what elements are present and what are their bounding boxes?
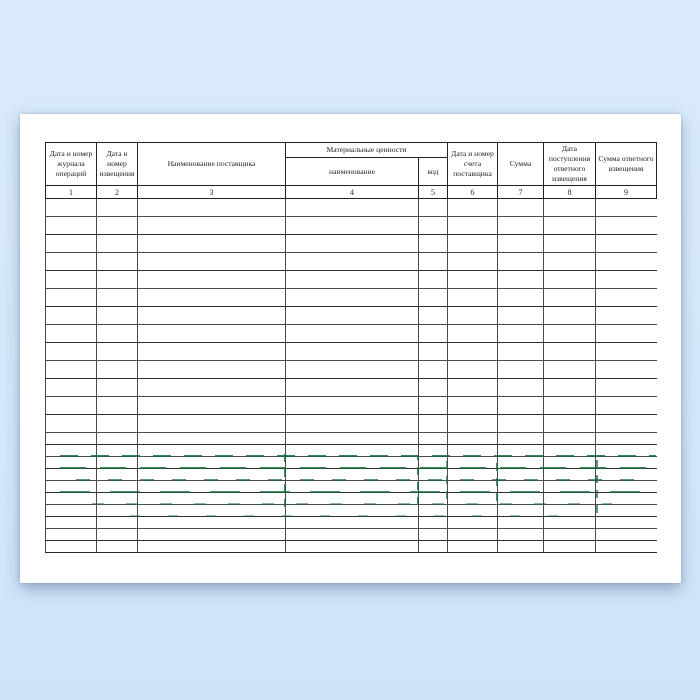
table-cell bbox=[97, 445, 138, 457]
table-cell bbox=[596, 445, 657, 457]
table-cell bbox=[419, 199, 448, 217]
table-cell bbox=[596, 271, 657, 289]
table-cell bbox=[596, 517, 657, 529]
table-cell bbox=[138, 481, 286, 493]
table-row bbox=[46, 397, 657, 415]
table-cell bbox=[97, 517, 138, 529]
column-number: 8 bbox=[544, 186, 596, 199]
table-cell bbox=[138, 505, 286, 517]
table-cell bbox=[544, 397, 596, 415]
table-cell bbox=[97, 217, 138, 235]
column-number: 5 bbox=[419, 186, 448, 199]
table-cell bbox=[286, 217, 419, 235]
table-cell bbox=[448, 415, 498, 433]
table-cell bbox=[46, 529, 97, 541]
table-row bbox=[46, 253, 657, 271]
table-cell bbox=[448, 541, 498, 553]
table-cell bbox=[448, 379, 498, 397]
table-cell bbox=[46, 517, 97, 529]
table-cell bbox=[97, 325, 138, 343]
column-number: 7 bbox=[498, 186, 544, 199]
table-cell bbox=[97, 271, 138, 289]
document-page bbox=[20, 114, 681, 583]
column-number: 6 bbox=[448, 186, 498, 199]
table-cell bbox=[448, 529, 498, 541]
table-cell bbox=[286, 433, 419, 445]
table-cell bbox=[596, 505, 657, 517]
table-cell bbox=[419, 493, 448, 505]
table-cell bbox=[138, 517, 286, 529]
table-cell bbox=[596, 493, 657, 505]
table-cell bbox=[46, 217, 97, 235]
table-cell bbox=[448, 505, 498, 517]
table-cell bbox=[419, 541, 448, 553]
table-cell bbox=[544, 289, 596, 307]
table-cell bbox=[97, 505, 138, 517]
table-cell bbox=[286, 505, 419, 517]
table-cell bbox=[97, 469, 138, 481]
table-row bbox=[46, 235, 657, 253]
col-group-material-values: Материальные ценности bbox=[286, 143, 448, 158]
table-cell bbox=[286, 253, 419, 271]
table-cell bbox=[498, 517, 544, 529]
table-cell bbox=[448, 307, 498, 325]
table-cell bbox=[544, 307, 596, 325]
table-cell bbox=[419, 469, 448, 481]
col-header-journal-date-number: Дата и номер журнала операций bbox=[46, 143, 97, 186]
table-cell bbox=[97, 235, 138, 253]
table-cell bbox=[46, 493, 97, 505]
col-header-supplier-name: Наименование поставщика bbox=[138, 143, 286, 186]
table-cell bbox=[498, 445, 544, 457]
table-header bbox=[46, 143, 657, 199]
table-cell bbox=[138, 217, 286, 235]
table-row bbox=[46, 493, 657, 505]
table-cell bbox=[46, 445, 97, 457]
table-cell bbox=[286, 289, 419, 307]
table-cell bbox=[596, 529, 657, 541]
table-cell bbox=[448, 517, 498, 529]
table-cell bbox=[46, 457, 97, 469]
table-cell bbox=[138, 289, 286, 307]
table-row bbox=[46, 343, 657, 361]
table-cell bbox=[596, 379, 657, 397]
col-header-material-name: наименование bbox=[286, 158, 419, 186]
table-cell bbox=[596, 343, 657, 361]
col-header-reply-notice-amount: Сумма ответного извещения bbox=[596, 143, 657, 186]
table-cell bbox=[498, 433, 544, 445]
table-cell bbox=[419, 433, 448, 445]
table-cell bbox=[138, 529, 286, 541]
table-cell bbox=[596, 397, 657, 415]
table-cell bbox=[138, 325, 286, 343]
table-cell bbox=[596, 217, 657, 235]
table-cell bbox=[419, 235, 448, 253]
table-cell bbox=[286, 271, 419, 289]
table-cell bbox=[544, 325, 596, 343]
table-cell bbox=[97, 493, 138, 505]
table-cell bbox=[419, 529, 448, 541]
table-cell bbox=[419, 289, 448, 307]
table-cell bbox=[498, 529, 544, 541]
table-cell bbox=[46, 253, 97, 271]
table-cell bbox=[596, 253, 657, 271]
table-cell bbox=[138, 493, 286, 505]
table-cell bbox=[419, 397, 448, 415]
table-cell bbox=[46, 271, 97, 289]
table-cell bbox=[138, 397, 286, 415]
table-cell bbox=[448, 199, 498, 217]
table-cell bbox=[286, 379, 419, 397]
table-row bbox=[46, 541, 657, 553]
column-number: 3 bbox=[138, 186, 286, 199]
table-cell bbox=[419, 361, 448, 379]
table-cell bbox=[448, 289, 498, 307]
table-cell bbox=[286, 307, 419, 325]
col-header-amount: Сумма bbox=[498, 143, 544, 186]
table-row bbox=[46, 289, 657, 307]
table-cell bbox=[596, 307, 657, 325]
table-cell bbox=[286, 343, 419, 361]
table-cell bbox=[448, 469, 498, 481]
table-cell bbox=[46, 343, 97, 361]
table-cell bbox=[448, 253, 498, 271]
table-row bbox=[46, 325, 657, 343]
table-row bbox=[46, 469, 657, 481]
table-cell bbox=[97, 457, 138, 469]
table-cell bbox=[46, 307, 97, 325]
table-cell bbox=[498, 289, 544, 307]
table-cell bbox=[138, 343, 286, 361]
table-row bbox=[46, 217, 657, 235]
table-cell bbox=[544, 433, 596, 445]
table-cell bbox=[286, 415, 419, 433]
table-cell bbox=[544, 217, 596, 235]
table-row bbox=[46, 307, 657, 325]
table-cell bbox=[46, 415, 97, 433]
table-body bbox=[46, 199, 657, 553]
table-cell bbox=[419, 379, 448, 397]
table-cell bbox=[286, 235, 419, 253]
table-cell bbox=[46, 361, 97, 379]
table-cell bbox=[498, 199, 544, 217]
table-cell bbox=[46, 397, 97, 415]
table-cell bbox=[448, 397, 498, 415]
table-cell bbox=[544, 361, 596, 379]
table-row bbox=[46, 529, 657, 541]
table-cell bbox=[46, 199, 97, 217]
table-row bbox=[46, 517, 657, 529]
table-cell bbox=[596, 235, 657, 253]
table-cell bbox=[596, 415, 657, 433]
table-row bbox=[46, 379, 657, 397]
table-cell bbox=[596, 325, 657, 343]
table-cell bbox=[286, 457, 419, 469]
table-cell bbox=[46, 235, 97, 253]
table-cell bbox=[544, 469, 596, 481]
table-cell bbox=[498, 325, 544, 343]
table-cell bbox=[138, 379, 286, 397]
table-row bbox=[46, 445, 657, 457]
table-cell bbox=[97, 481, 138, 493]
table-cell bbox=[138, 433, 286, 445]
table-cell bbox=[46, 433, 97, 445]
table-cell bbox=[97, 289, 138, 307]
table-cell bbox=[46, 541, 97, 553]
table-cell bbox=[448, 457, 498, 469]
table-cell bbox=[448, 433, 498, 445]
table-cell bbox=[46, 481, 97, 493]
table-cell bbox=[286, 541, 419, 553]
table-cell bbox=[138, 199, 286, 217]
table-cell bbox=[498, 415, 544, 433]
table-cell bbox=[97, 529, 138, 541]
table-cell bbox=[544, 481, 596, 493]
table-cell bbox=[138, 415, 286, 433]
table-cell bbox=[138, 445, 286, 457]
table-cell bbox=[138, 541, 286, 553]
table-row bbox=[46, 361, 657, 379]
table-cell bbox=[498, 361, 544, 379]
table-cell bbox=[596, 541, 657, 553]
table-cell bbox=[97, 253, 138, 271]
table-cell bbox=[419, 517, 448, 529]
table-cell bbox=[544, 541, 596, 553]
table-cell bbox=[448, 493, 498, 505]
table-cell bbox=[286, 397, 419, 415]
column-number: 4 bbox=[286, 186, 419, 199]
table-cell bbox=[97, 433, 138, 445]
table-cell bbox=[419, 457, 448, 469]
table-cell bbox=[46, 469, 97, 481]
table-cell bbox=[498, 271, 544, 289]
table-row bbox=[46, 415, 657, 433]
table-cell bbox=[46, 505, 97, 517]
table-cell bbox=[286, 445, 419, 457]
table-cell bbox=[448, 235, 498, 253]
table-cell bbox=[138, 307, 286, 325]
column-number: 1 bbox=[46, 186, 97, 199]
table-cell bbox=[138, 235, 286, 253]
table-cell bbox=[498, 343, 544, 361]
table-cell bbox=[448, 325, 498, 343]
table-cell bbox=[419, 271, 448, 289]
table-row bbox=[46, 505, 657, 517]
table-cell bbox=[419, 415, 448, 433]
table-row bbox=[46, 433, 657, 445]
table-cell bbox=[544, 253, 596, 271]
table-cell bbox=[544, 517, 596, 529]
table-cell bbox=[419, 217, 448, 235]
table-cell bbox=[596, 457, 657, 469]
table-cell bbox=[498, 217, 544, 235]
table-cell bbox=[544, 271, 596, 289]
table-cell bbox=[97, 343, 138, 361]
table-cell bbox=[596, 469, 657, 481]
table-cell bbox=[596, 199, 657, 217]
table-cell bbox=[498, 481, 544, 493]
table-cell bbox=[498, 253, 544, 271]
table-cell bbox=[138, 253, 286, 271]
table-cell bbox=[544, 529, 596, 541]
table-cell bbox=[46, 289, 97, 307]
col-header-reply-notice-date: Дата поступления ответного извещения bbox=[544, 143, 596, 186]
table-cell bbox=[498, 235, 544, 253]
table-cell bbox=[544, 445, 596, 457]
table-cell bbox=[498, 457, 544, 469]
table-cell bbox=[97, 541, 138, 553]
col-header-notice-date-number: Дата и номер извещения bbox=[97, 143, 138, 186]
table-cell bbox=[448, 361, 498, 379]
table-cell bbox=[544, 415, 596, 433]
table-cell bbox=[97, 307, 138, 325]
table-cell bbox=[97, 415, 138, 433]
table-cell bbox=[498, 379, 544, 397]
table-cell bbox=[448, 217, 498, 235]
table-cell bbox=[596, 481, 657, 493]
table-cell bbox=[419, 343, 448, 361]
table-cell bbox=[498, 541, 544, 553]
table-cell bbox=[498, 469, 544, 481]
table-cell bbox=[46, 379, 97, 397]
table-cell bbox=[419, 307, 448, 325]
table-cell bbox=[138, 361, 286, 379]
col-header-supplier-invoice: Дата и номер счета поставщика bbox=[448, 143, 498, 186]
table-row bbox=[46, 457, 657, 469]
table-cell bbox=[544, 493, 596, 505]
table-cell bbox=[138, 457, 286, 469]
table-cell bbox=[286, 529, 419, 541]
table-cell bbox=[448, 271, 498, 289]
table-cell bbox=[544, 343, 596, 361]
table-cell bbox=[97, 361, 138, 379]
table-cell bbox=[286, 361, 419, 379]
table-cell bbox=[448, 445, 498, 457]
table-row bbox=[46, 199, 657, 217]
table-cell bbox=[498, 307, 544, 325]
column-number: 2 bbox=[97, 186, 138, 199]
table-cell bbox=[286, 481, 419, 493]
table-cell bbox=[286, 199, 419, 217]
table-cell bbox=[419, 505, 448, 517]
table-cell bbox=[419, 481, 448, 493]
supplier-notices-form-table bbox=[45, 142, 657, 553]
table-cell bbox=[286, 469, 419, 481]
table-cell bbox=[596, 433, 657, 445]
table-cell bbox=[448, 481, 498, 493]
table-cell bbox=[498, 493, 544, 505]
table-cell bbox=[419, 445, 448, 457]
table-cell bbox=[544, 379, 596, 397]
table-cell bbox=[286, 517, 419, 529]
table-cell bbox=[596, 289, 657, 307]
table-cell bbox=[286, 325, 419, 343]
table-cell bbox=[596, 361, 657, 379]
table-cell bbox=[138, 469, 286, 481]
table-cell bbox=[97, 199, 138, 217]
table-cell bbox=[138, 271, 286, 289]
table-cell bbox=[544, 457, 596, 469]
column-number-row bbox=[46, 186, 657, 199]
table-cell bbox=[498, 397, 544, 415]
table-cell bbox=[46, 325, 97, 343]
table-cell bbox=[419, 325, 448, 343]
table-cell bbox=[419, 253, 448, 271]
table-cell bbox=[544, 505, 596, 517]
table-row bbox=[46, 271, 657, 289]
column-number: 9 bbox=[596, 186, 657, 199]
table-row bbox=[46, 481, 657, 493]
table-cell bbox=[498, 505, 544, 517]
table-cell bbox=[544, 199, 596, 217]
table-cell bbox=[448, 343, 498, 361]
col-header-material-code: код bbox=[419, 158, 448, 186]
table-cell bbox=[544, 235, 596, 253]
table-cell bbox=[286, 493, 419, 505]
table-cell bbox=[97, 379, 138, 397]
table-cell bbox=[97, 397, 138, 415]
